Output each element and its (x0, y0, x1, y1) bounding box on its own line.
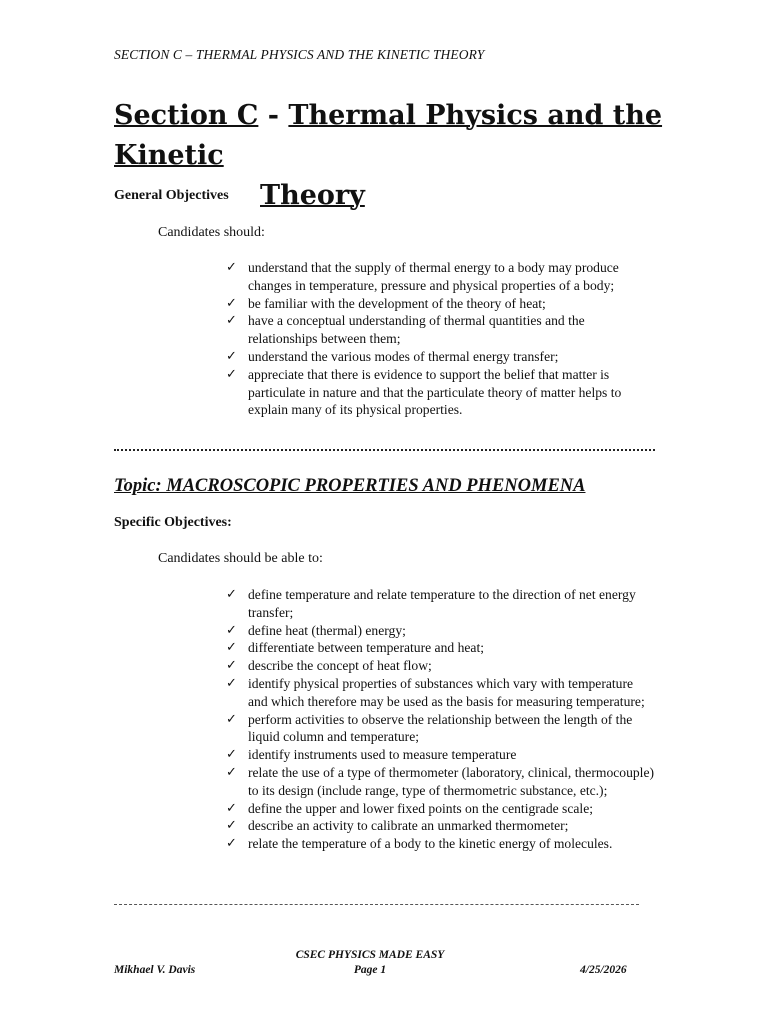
bottom-divider (114, 904, 639, 905)
running-header: SECTION C – THERMAL PHYSICS AND THE KINETIC THEORY (114, 47, 485, 62)
list-item: ✓ define the upper and lower fixed points on the centigrade scale; (226, 800, 594, 816)
list-item: ✓ identify instruments used to measure temperature (226, 747, 517, 763)
specific-objectives-heading: Specific Objectives: (114, 515, 232, 530)
check-mark-icon: ✓ (226, 295, 237, 311)
list-item: ✓ understand the various modes of thermal energy transfer; (226, 348, 559, 364)
title-separator: - (258, 100, 289, 131)
list-item: ✓ perform activities to observe the relationship between the length of the liquid column and temperature; (226, 711, 633, 745)
footer-date: 4/25/2026 (580, 964, 627, 976)
footer-book-title: CSEC PHYSICS MADE EASY (295, 949, 445, 961)
specific-objectives-intro: Candidates should be able to: (158, 551, 323, 566)
list-item: ✓ be familiar with the development of the theory of heat; (226, 295, 546, 311)
footer-author: Mikhael V. Davis (114, 964, 196, 976)
check-mark-icon: ✓ (226, 836, 237, 852)
list-item: ✓ have a conceptual understanding of thermal quantities and the relationships between them; (226, 313, 585, 347)
list-item: ✓ understand that the supply of thermal energy to a body may produce changes in temperature, pressure and physical properties of a body; (226, 260, 619, 293)
list-item: ✓ differentiate between temperature and heat; (226, 640, 485, 656)
check-mark-icon: ✓ (226, 675, 237, 691)
specific-objectives-list (226, 586, 656, 853)
check-mark-icon: ✓ (226, 622, 237, 638)
list-item: ✓ describe the concept of heat flow; (226, 658, 432, 674)
title-section-label: Section C (114, 100, 259, 131)
check-mark-icon: ✓ (226, 711, 237, 727)
list-item: ✓ define temperature and relate temperature to the direction of net energy transfer; (226, 587, 636, 620)
section-divider (114, 449, 655, 451)
check-mark-icon: ✓ (226, 348, 237, 364)
check-mark-icon: ✓ (226, 366, 237, 382)
check-mark-icon: ✓ (226, 800, 237, 816)
list-item: ✓ appreciate that there is evidence to support the belief that matter is particulate in nature and that the particulate theory of matter helps to explain many of its physical properties. (226, 366, 622, 418)
list-item: ✓ identify physical properties of substances which vary with temperature and which therefore may be used as the basis for measuring temperature; (226, 675, 645, 709)
title-line-2: Theory (260, 180, 365, 211)
topic-heading: Topic: MACROSCOPIC PROPERTIES AND PHENOMENA (114, 476, 586, 496)
check-mark-icon: ✓ (226, 260, 237, 275)
list-item: ✓ define heat (thermal) energy; (226, 622, 406, 638)
check-mark-icon: ✓ (226, 818, 237, 834)
general-objectives-intro: Candidates should: (158, 225, 265, 240)
title-line-1: Thermal Physics and the Kinetic (114, 100, 663, 171)
check-mark-icon: ✓ (226, 587, 237, 602)
check-mark-icon: ✓ (226, 747, 237, 763)
check-mark-icon: ✓ (226, 640, 237, 656)
general-objectives-list (226, 259, 656, 419)
list-item: ✓ relate the temperature of a body to the kinetic energy of molecules. (226, 836, 613, 852)
general-objectives-heading: General Objectives (114, 188, 229, 203)
check-mark-icon: ✓ (226, 764, 237, 780)
list-item: ✓ describe an activity to calibrate an unmarked thermometer; (226, 818, 569, 834)
check-mark-icon: ✓ (226, 658, 237, 674)
check-mark-icon: ✓ (226, 313, 237, 329)
footer-page-number: Page 1 (353, 964, 387, 976)
list-item: ✓ relate the use of a type of thermometer (laboratory, clinical, thermocouple) to its design (include range, type of thermometric substance, etc.); (226, 764, 655, 798)
